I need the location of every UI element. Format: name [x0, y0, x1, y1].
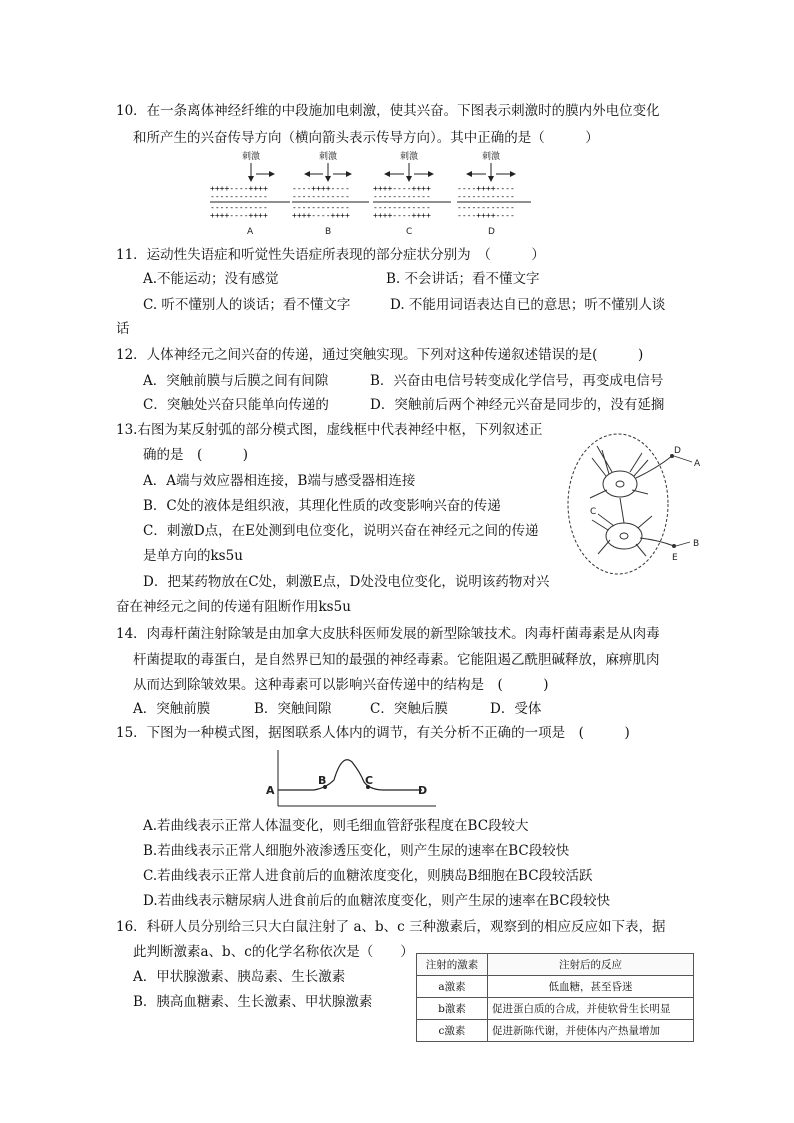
table-cell-reaction: 促进蛋白质的合成，并使软骨生长明显: [488, 998, 694, 1020]
svg-text:------------: ------------: [457, 192, 515, 201]
svg-text:++++----++++: ++++----++++: [292, 211, 350, 220]
q13-label-a: A: [694, 459, 701, 469]
svg-text:----++++----: ----++++----: [457, 184, 515, 193]
svg-text:++++----++++: ++++----++++: [373, 211, 431, 220]
svg-text:------------: ------------: [210, 192, 268, 201]
q13-option-d-cont: 奋在神经元之间的传递有阻断作用ks5u: [116, 599, 351, 615]
table-row: [417, 1020, 694, 1042]
q16-option-a[interactable]: A．甲状腺激素、胰岛素、生长激素: [133, 969, 346, 985]
table-cell-hormone: a激素: [417, 976, 488, 998]
q16-hormone-table: [416, 953, 694, 1042]
table-cell-hormone: b激素: [417, 998, 488, 1020]
q13-option-b[interactable]: B．C处的液体是组织液，其理化性质的改变影响兴奋的传递: [143, 498, 501, 514]
q10-stem-line1: 10．在一条离体神经纤维的中段施加电刺激，使其兴奋。下图表示刺激时的膜内外电位变化: [116, 103, 660, 119]
q16-option-b[interactable]: B．胰高血糖素、生长激素、甲状腺激素: [133, 994, 373, 1010]
q13-stem-line2: 确的是 ( ): [143, 447, 249, 463]
q11-option-a[interactable]: A.不能运动；没有感觉: [143, 271, 279, 287]
q15-option-a[interactable]: A.若曲线表示正常人体温变化，则毛细血管舒张程度在BC段较大: [143, 818, 529, 834]
table-header-row: [417, 954, 694, 976]
svg-text:----++++----: ----++++----: [292, 184, 350, 193]
q12-stem: 12．人体神经元之间兴奋的传递，通过突触实现。下列对这种传递叙述错误的是( ): [116, 347, 644, 363]
q15-curve-figure: [264, 748, 439, 810]
q12-option-a[interactable]: A．突触前膜与后膜之间有间隙: [143, 373, 329, 389]
table-cell-reaction: 促进新陈代谢，并使体内产热量增加: [488, 1020, 694, 1042]
svg-text:++++----++++: ++++----++++: [373, 184, 431, 193]
q15-option-d[interactable]: D.若曲线表示糖尿病人进食前后的血糖浓度变化，则产生尿的速率在BC段较快: [143, 893, 611, 909]
svg-text:------------: ------------: [210, 203, 268, 212]
q12-option-d[interactable]: D．突触前后两个神经元兴奋是同步的，没有延搁: [370, 397, 665, 413]
q10-stim-label-d: 刺激: [482, 152, 501, 162]
q11-option-c[interactable]: C. 听不懂别人的谈话；看不懂文字: [143, 297, 351, 313]
q15-label-b: B: [318, 774, 327, 787]
q10-label-c: C: [406, 227, 413, 237]
q13-option-c[interactable]: C．刺激D点，在E处测到电位变化，说明兴奋在神经元之间的传递: [143, 523, 539, 539]
q12-option-b[interactable]: B．兴奋由电信号转变成化学信号，再变成电信号: [370, 373, 664, 389]
q15-label-d: D: [418, 784, 428, 797]
q11-option-d[interactable]: D. 不能用词语表达自已的意思；听不懂别人谈: [390, 297, 666, 313]
q13-label-c: C: [590, 507, 597, 517]
q14-option-b[interactable]: B．突触间隙: [254, 701, 332, 717]
q14-stem-line2: 杆菌提取的毒蛋白，是自然界已知的最强的神经毒素。它能阻遏乙酰胆碱释放，麻痹肌肉: [133, 652, 660, 668]
q13-label-e: E: [672, 553, 678, 563]
q10-stim-label-b: 刺激: [319, 152, 338, 162]
svg-text:------------: ------------: [373, 203, 431, 212]
q13-option-d[interactable]: D．把某药物放在C处，刺激E点，D处没电位变化，说明该药物对兴: [143, 574, 550, 590]
q10-panel-b[interactable]: [292, 150, 369, 237]
q15-option-c[interactable]: C.若曲线表示正常人进食前后的血糖浓度变化，则胰岛B细胞在BC段较活跃: [143, 868, 593, 884]
q16-stem-line1: 16．科研人员分别给三只大白鼠注射了 a、b、c 三种激素后，观察到的相应反应如下表，据: [116, 919, 666, 935]
table-header-reaction: 注射后的反应: [488, 954, 694, 976]
q10-stim-label-c: 刺激: [400, 152, 419, 162]
svg-text:----++++----: ----++++----: [457, 211, 515, 220]
q13-label-d: D: [674, 446, 681, 456]
q11-option-b[interactable]: B. 不会讲话；看不懂文字: [386, 271, 540, 287]
q10-panel-a[interactable]: [210, 150, 290, 237]
q11-option-d-cont: 话: [116, 321, 130, 337]
svg-text:++++----++++: ++++----++++: [210, 211, 268, 220]
q14-option-d[interactable]: D．受体: [490, 701, 542, 717]
table-header-hormone: 注射的激素: [417, 954, 488, 976]
q10-nerve-figure: [205, 146, 535, 240]
q13-stem-line1: 13.右图为某反射弧的部分模式图，虚线框中代表神经中枢，下列叙述正: [116, 422, 543, 438]
q15-option-b[interactable]: B.若曲线表示正常人细胞外液渗透压变化，则产生尿的速率在BC段较快: [143, 843, 570, 859]
q15-label-c: C: [365, 774, 374, 787]
q10-label-a: A: [247, 227, 254, 237]
q10-stem-line2: 和所产生的兴奋传导方向（横向箭头表示传导方向）。其中正确的是（ ）: [133, 130, 599, 146]
q10-label-b: B: [325, 227, 332, 237]
q15-stem: 15．下图为一种模式图，据图联系人体内的调节，有关分析不正确的一项是 ( ): [116, 725, 630, 741]
table-cell-reaction: 低血糖，甚至昏迷: [488, 976, 694, 998]
q10-panel-d[interactable]: [457, 150, 531, 237]
q12-option-c[interactable]: C．突触处兴奋只能单向传递的: [143, 397, 329, 413]
q10-stim-label-a: 刺激: [242, 152, 261, 162]
svg-text:------------: ------------: [373, 192, 431, 201]
q16-stem-line2: 此判断激素a、b、c的化学名称依次是（ ）: [133, 944, 414, 960]
table-cell-hormone: c激素: [417, 1020, 488, 1042]
q13-reflex-arc-figure: [562, 428, 712, 580]
svg-text:------------: ------------: [457, 203, 515, 212]
q10-panel-c[interactable]: [373, 150, 451, 237]
q15-label-a: A: [266, 784, 275, 797]
table-row: [417, 998, 694, 1020]
q13-option-a[interactable]: A．A端与效应器相连接，B端与感受器相连接: [143, 473, 416, 489]
svg-text:++++----++++: ++++----++++: [210, 184, 268, 193]
q13-label-b: B: [693, 539, 700, 549]
q10-label-d: D: [488, 227, 495, 237]
table-row: [417, 976, 694, 998]
q14-option-c[interactable]: C．突触后膜: [370, 701, 448, 717]
q14-option-a[interactable]: A．突触前膜: [133, 701, 211, 717]
svg-text:------------: ------------: [292, 203, 350, 212]
q13-option-c-cont: 是单方向的ks5u: [143, 548, 243, 564]
q11-stem: 11．运动性失语症和听觉性失语症所表现的部分症状分别为 （ ）: [116, 247, 545, 263]
q14-stem-line3: 从而达到除皱效果。这种毒素可以影响兴奋传递中的结构是 ( ): [133, 677, 549, 693]
svg-text:------------: ------------: [292, 192, 350, 201]
q14-stem-line1: 14．肉毒杆菌注射除皱是由加拿大皮肤科医师发展的新型除皱技术。肉毒杆菌毒素是从肉毒: [116, 626, 660, 642]
q13-nerve-center-box: [568, 434, 668, 574]
